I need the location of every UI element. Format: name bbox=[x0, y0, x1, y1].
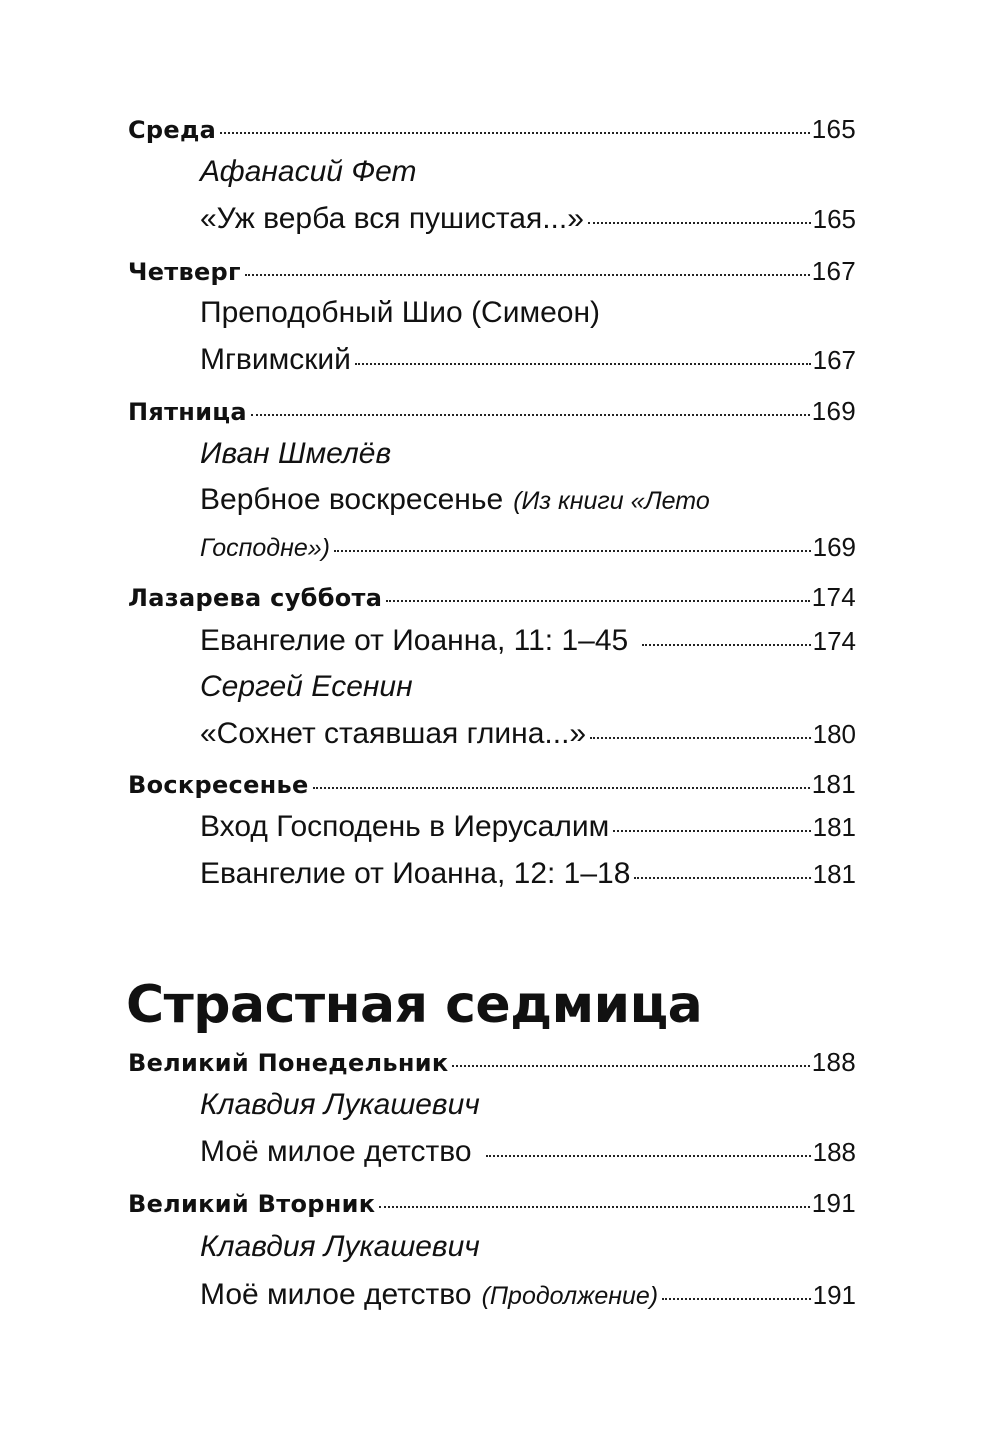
page-number: 174 bbox=[811, 582, 856, 612]
toc-item-title: Преподобный Шио (Симеон) bbox=[200, 296, 601, 329]
toc-item-mgvimsky[interactable] bbox=[200, 343, 856, 377]
page-number: 191 bbox=[812, 1280, 856, 1310]
page-number: 180 bbox=[812, 719, 856, 749]
toc-item-title: Моё милое детство bbox=[200, 1278, 472, 1311]
author-name: Сергей Есенин bbox=[200, 670, 413, 703]
leader-dots bbox=[486, 1155, 811, 1157]
leader-dots bbox=[245, 274, 810, 276]
toc-heading-voskresenye[interactable] bbox=[128, 769, 856, 800]
toc-heading-ponedelnik[interactable] bbox=[128, 1047, 856, 1078]
toc-item-glina[interactable] bbox=[200, 717, 856, 751]
toc-heading-sreda[interactable] bbox=[128, 114, 856, 145]
leader-dots bbox=[386, 600, 809, 602]
page-number: 188 bbox=[811, 1047, 856, 1077]
leader-dots bbox=[334, 550, 811, 552]
toc-heading-chetverg[interactable] bbox=[128, 256, 856, 287]
toc-author-fet bbox=[200, 155, 856, 189]
author-name: Клавдия Лукашевич bbox=[200, 1230, 480, 1263]
toc-heading-title: Четверг bbox=[128, 258, 241, 286]
toc-item-verbnoe-cont[interactable] bbox=[200, 532, 856, 563]
toc-item-verbnoe bbox=[200, 483, 856, 517]
toc-heading-title: Пятница bbox=[128, 398, 247, 426]
page-number: 191 bbox=[811, 1188, 856, 1218]
section-title: Страстная седмица bbox=[126, 975, 703, 1035]
toc-item-title: Мгвимский bbox=[200, 343, 351, 376]
toc-heading-title: Воскресенье bbox=[128, 771, 309, 799]
toc-item-ioann-11[interactable] bbox=[200, 624, 856, 658]
toc-author-shmelev bbox=[200, 437, 856, 471]
page-number: 169 bbox=[811, 396, 856, 426]
page-number: 181 bbox=[812, 859, 856, 889]
leader-dots bbox=[634, 877, 810, 879]
toc-item-note: (Продолжение) bbox=[481, 1282, 659, 1310]
toc-heading-title: Великий Вторник bbox=[128, 1190, 376, 1218]
leader-dots bbox=[313, 787, 810, 789]
author-name: Афанасий Фет bbox=[200, 155, 417, 188]
toc-author-lukashevich-2 bbox=[200, 1230, 856, 1264]
leader-dots bbox=[642, 644, 810, 646]
toc-item-title: «Уж верба вся пушистая...» bbox=[200, 202, 584, 235]
toc-heading-title: Лазарева суббота bbox=[128, 584, 383, 612]
author-name: Клавдия Лукашевич bbox=[200, 1088, 480, 1121]
toc-item-note: Господне») bbox=[200, 534, 330, 562]
page-number: 167 bbox=[812, 345, 856, 375]
leader-dots bbox=[662, 1298, 811, 1300]
toc-heading-title: Великий Понедельник bbox=[128, 1049, 449, 1077]
leader-dots bbox=[220, 132, 810, 134]
leader-dots bbox=[251, 414, 810, 416]
leader-dots bbox=[452, 1065, 809, 1067]
toc-item-title: Евангелие от Иоанна, 11: 1–45 bbox=[200, 624, 629, 657]
toc-heading-pyatnitsa[interactable] bbox=[128, 396, 856, 427]
page-number: 181 bbox=[812, 812, 856, 842]
toc-item-detstvo-cont[interactable] bbox=[200, 1278, 856, 1312]
toc-item-title: Вход Господень в Иерусалим bbox=[200, 810, 610, 843]
page-number: 165 bbox=[812, 204, 856, 234]
leader-dots bbox=[613, 830, 810, 832]
toc-author-lukashevich-1 bbox=[200, 1088, 856, 1122]
page-number: 167 bbox=[811, 256, 856, 286]
leader-dots bbox=[590, 737, 810, 739]
leader-dots bbox=[588, 222, 811, 224]
toc-item-title: «Сохнет стаявшая глина...» bbox=[200, 717, 587, 750]
page-number: 188 bbox=[812, 1137, 856, 1167]
toc-item-shio bbox=[200, 296, 856, 330]
toc-item-title: Моё милое детство bbox=[200, 1135, 472, 1168]
toc-item-verba[interactable] bbox=[200, 202, 856, 236]
toc-item-vkhod[interactable] bbox=[200, 810, 856, 844]
leader-dots bbox=[355, 363, 811, 365]
leader-dots bbox=[379, 1206, 809, 1208]
toc-item-title: Вербное воскресенье bbox=[200, 483, 504, 516]
toc-heading-title: Среда bbox=[128, 116, 217, 144]
toc-author-esenin bbox=[200, 670, 856, 704]
page-number: 181 bbox=[811, 769, 856, 799]
toc-item-detstvo[interactable] bbox=[200, 1135, 856, 1169]
toc-heading-vtornik[interactable] bbox=[128, 1188, 856, 1219]
toc-heading-lazareva[interactable] bbox=[128, 582, 856, 613]
page-number: 165 bbox=[811, 114, 856, 144]
author-name: Иван Шмелёв bbox=[200, 437, 392, 470]
toc-item-ioann-12[interactable] bbox=[200, 857, 856, 891]
page-number: 174 bbox=[812, 626, 856, 656]
page-number: 169 bbox=[812, 532, 856, 562]
toc-item-note: (Из книги «Лето bbox=[513, 487, 710, 515]
toc-item-title: Евангелие от Иоанна, 12: 1–18 bbox=[200, 857, 631, 890]
